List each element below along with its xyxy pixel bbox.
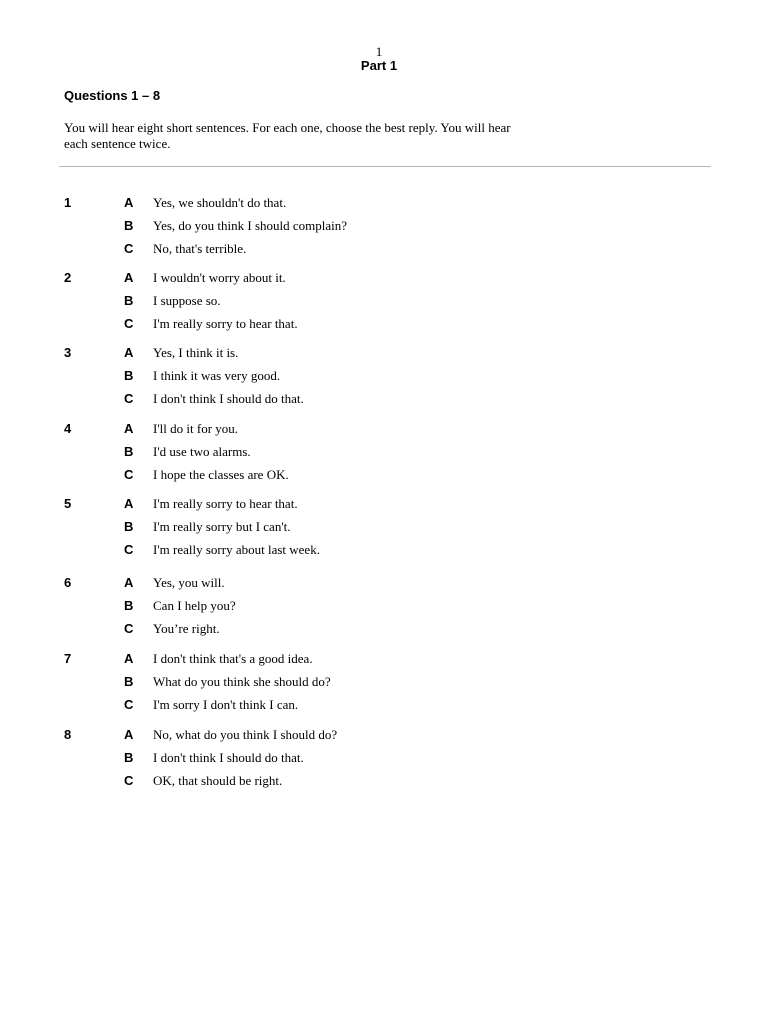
answer-option bbox=[0, 467, 768, 483]
option-text: I don't think I should do that. bbox=[153, 750, 304, 765]
option-letter: B bbox=[124, 598, 134, 613]
option-letter: A bbox=[124, 270, 134, 285]
question-number: 4 bbox=[64, 421, 72, 436]
option-letter: B bbox=[124, 293, 134, 308]
option-text: I don't think that's a good idea. bbox=[153, 651, 313, 666]
question-number: 8 bbox=[64, 727, 72, 742]
option-text: Yes, you will. bbox=[153, 575, 225, 590]
question-number: 5 bbox=[64, 496, 72, 511]
answer-option bbox=[0, 368, 768, 384]
answer-option bbox=[0, 621, 768, 637]
option-letter: C bbox=[124, 697, 134, 712]
option-text: I hope the classes are OK. bbox=[153, 467, 289, 482]
option-letter: C bbox=[124, 621, 134, 636]
option-letter: C bbox=[124, 467, 134, 482]
option-text: Yes, do you think I should complain? bbox=[153, 218, 348, 233]
option-letter: A bbox=[124, 727, 134, 742]
answer-option bbox=[0, 727, 768, 743]
option-letter: B bbox=[124, 218, 134, 233]
option-letter: A bbox=[124, 575, 134, 590]
option-text: I'm really sorry to hear that. bbox=[153, 316, 298, 331]
answer-option bbox=[0, 444, 768, 460]
answer-option bbox=[0, 519, 768, 535]
answer-option bbox=[0, 218, 768, 234]
answer-option bbox=[0, 391, 768, 407]
part-title: Part 1 bbox=[360, 58, 398, 73]
option-text: OK, that should be right. bbox=[153, 773, 283, 788]
option-text: Yes, we shouldn't do that. bbox=[153, 195, 287, 210]
answer-option bbox=[0, 575, 768, 591]
option-text: I'm really sorry about last week. bbox=[153, 542, 320, 557]
questions-heading: Questions 1 – 8 bbox=[64, 88, 161, 103]
option-letter: B bbox=[124, 519, 134, 534]
option-text: Can I help you? bbox=[153, 598, 236, 613]
answer-option bbox=[0, 496, 768, 512]
option-text: No, that's terrible. bbox=[153, 241, 247, 256]
question-number: 7 bbox=[64, 651, 72, 666]
option-letter: B bbox=[124, 368, 134, 383]
answer-option bbox=[0, 674, 768, 690]
option-text: I wouldn't worry about it. bbox=[153, 270, 286, 285]
answer-option bbox=[0, 316, 768, 332]
answer-option bbox=[0, 270, 768, 286]
answer-option bbox=[0, 542, 768, 558]
option-letter: A bbox=[124, 651, 134, 666]
answer-option bbox=[0, 598, 768, 614]
answer-option bbox=[0, 345, 768, 361]
page-number: 1 bbox=[375, 44, 383, 59]
option-letter: A bbox=[124, 421, 134, 436]
option-letter: C bbox=[124, 316, 134, 331]
answer-option bbox=[0, 293, 768, 309]
instructions: You will hear eight short sentences. For each one, choose the best reply. You will hear each sentence twice. bbox=[64, 120, 511, 151]
answer-option bbox=[0, 651, 768, 667]
answer-option bbox=[0, 697, 768, 713]
option-text: What do you think she should do? bbox=[153, 674, 331, 689]
option-text: I'm really sorry but I can't. bbox=[153, 519, 291, 534]
option-letter: C bbox=[124, 773, 134, 788]
option-letter: A bbox=[124, 195, 134, 210]
question-number: 3 bbox=[64, 345, 72, 360]
answer-option bbox=[0, 195, 768, 211]
option-text: I'm sorry I don't think I can. bbox=[153, 697, 299, 712]
option-text: No, what do you think I should do? bbox=[153, 727, 338, 742]
option-text: You’re right. bbox=[153, 621, 220, 636]
option-letter: C bbox=[124, 542, 134, 557]
question-number: 2 bbox=[64, 270, 72, 285]
option-text: I'd use two alarms. bbox=[153, 444, 251, 459]
answer-option bbox=[0, 750, 768, 766]
answer-option bbox=[0, 421, 768, 437]
option-letter: B bbox=[124, 674, 134, 689]
option-text: I don't think I should do that. bbox=[153, 391, 304, 406]
option-text: I'll do it for you. bbox=[153, 421, 239, 436]
option-letter: A bbox=[124, 496, 134, 511]
divider bbox=[59, 166, 711, 167]
option-letter: C bbox=[124, 241, 134, 256]
option-letter: C bbox=[124, 391, 134, 406]
option-text: I suppose so. bbox=[153, 293, 221, 308]
question-number: 1 bbox=[64, 195, 72, 210]
option-text: I'm really sorry to hear that. bbox=[153, 496, 298, 511]
option-letter: B bbox=[124, 444, 134, 459]
question-number: 6 bbox=[64, 575, 72, 590]
option-letter: B bbox=[124, 750, 134, 765]
answer-option bbox=[0, 241, 768, 257]
option-text: Yes, I think it is. bbox=[153, 345, 239, 360]
answer-option bbox=[0, 773, 768, 789]
option-text: I think it was very good. bbox=[153, 368, 281, 383]
option-letter: A bbox=[124, 345, 134, 360]
